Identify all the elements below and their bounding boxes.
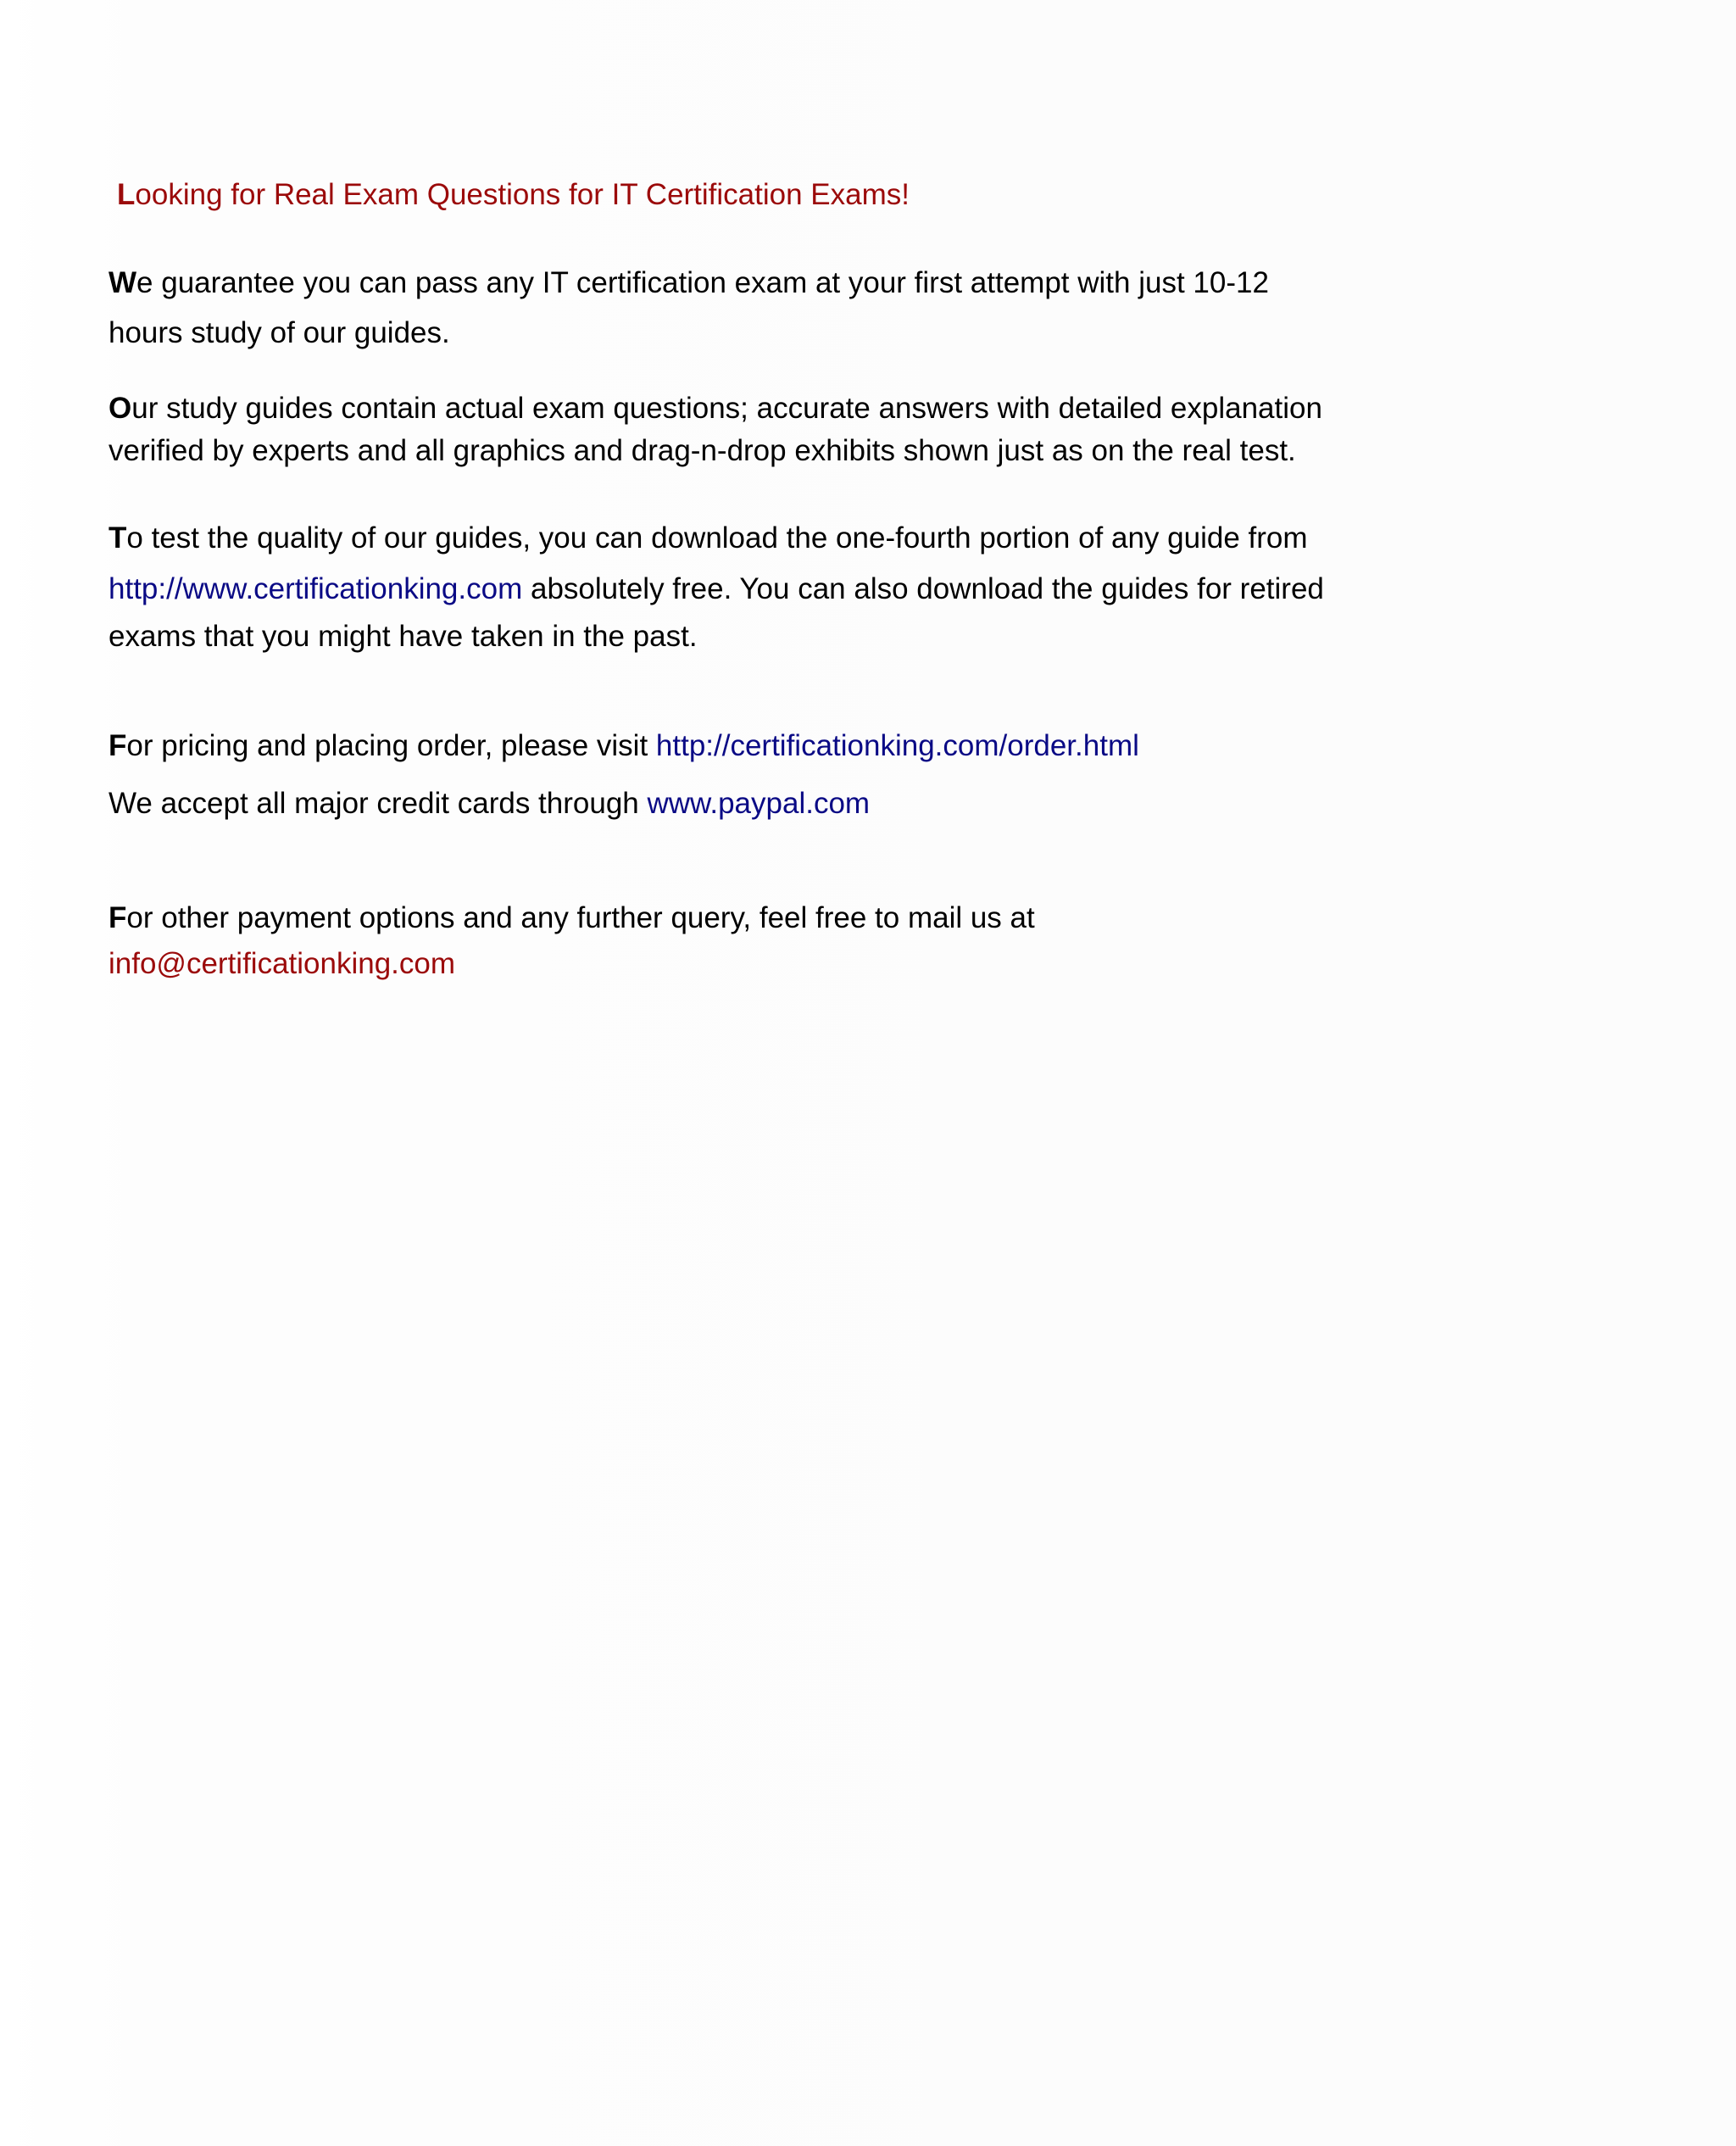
guarantee-paragraph-line-2: hours study of our guides. (108, 316, 450, 349)
download-paragraph-line-1 (108, 520, 1308, 557)
pricing-text: or pricing and placing order, please visit (126, 729, 656, 762)
headline-text: ooking for Real Exam Questions for IT Certification Exams! (135, 178, 910, 211)
contact-paragraph-line-1 (108, 900, 1035, 937)
download-text-continued: absolutely free. You can also download the guides for retired (522, 572, 1324, 605)
download-paragraph-line-3: exams that you might have taken in the past. (108, 620, 698, 653)
pricing-paragraph-line-1 (108, 727, 1139, 765)
download-lead-letter: T (108, 521, 127, 555)
pricing-paragraph-line-2 (108, 785, 870, 822)
study-guides-text: ur study guides contain actual exam questions; accurate answers with detailed explanation (131, 392, 1322, 425)
study-guides-paragraph-line-2: verified by experts and all graphics and drag-n-drop exhibits shown just as on the real test. (108, 434, 1296, 467)
download-text: o test the quality of our guides, you can download the one-fourth portion of any guide from (126, 521, 1308, 555)
certificationking-home-link[interactable]: http://www.certificationking.com (108, 572, 523, 605)
order-page-link[interactable]: http://certificationking.com/order.html (655, 729, 1139, 762)
study-guides-paragraph-line-1 (108, 390, 1322, 427)
headline-lead-letter: L (117, 178, 136, 211)
guarantee-text: e guarantee you can pass any IT certification exam at your first attempt with just 10-12 (136, 266, 1269, 299)
page-headline (117, 176, 910, 214)
contact-email-link[interactable]: info@certificationking.com (108, 947, 456, 980)
contact-lead-letter: F (108, 901, 127, 934)
pricing-lead-letter: F (108, 729, 127, 762)
credit-cards-text: We accept all major credit cards through (108, 787, 648, 820)
guarantee-lead-letter: W (108, 266, 137, 299)
study-guides-lead-letter: O (108, 392, 132, 425)
contact-text: or other payment options and any further query, feel free to mail us at (126, 901, 1035, 934)
guarantee-paragraph-line-1 (108, 265, 1269, 302)
download-paragraph-line-2 (108, 571, 1324, 608)
paypal-link[interactable]: www.paypal.com (647, 787, 871, 820)
